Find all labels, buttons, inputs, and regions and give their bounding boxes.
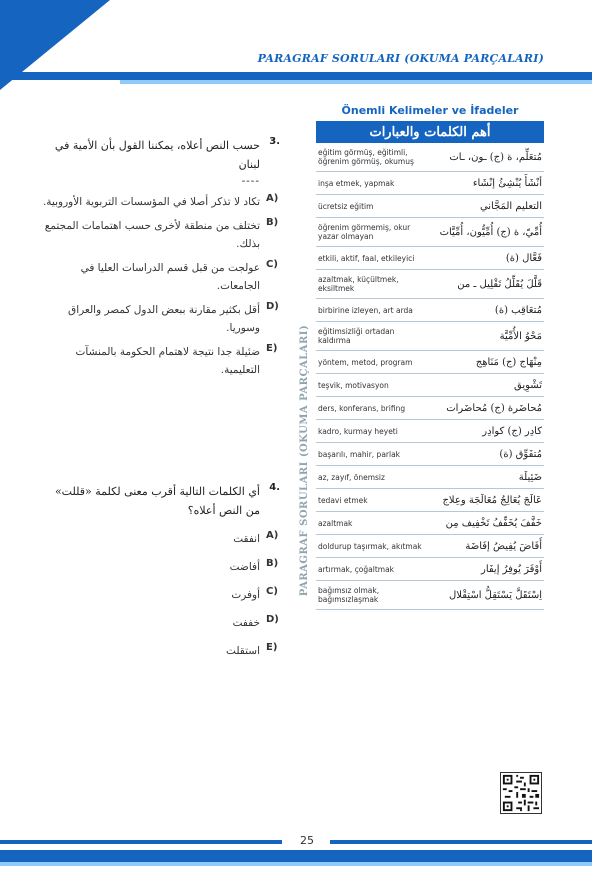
option-letter: B) [266, 217, 279, 228]
header-title: PARAGRAF SORULARI (OKUMA PARÇALARI) [257, 52, 544, 65]
turkish-meaning: az, zayıf, önemsiz [316, 466, 426, 489]
turkish-meaning: etkili, aktif, faal, etkileyici [316, 247, 426, 270]
vocab-row [316, 466, 544, 489]
option-text: خففت [232, 617, 260, 629]
vocab-row [316, 218, 544, 247]
turkish-meaning: yöntem, metod, program [316, 351, 426, 374]
option-c[interactable] [40, 259, 280, 295]
footer-bar [0, 850, 592, 862]
vocab-row [316, 247, 544, 270]
turkish-meaning: eğitim görmüş, eğitimli, öğrenim görmüş, okumuş [316, 143, 426, 172]
arabic-word: التعليم المَجَّاني [426, 195, 544, 218]
arabic-word: مِنْهَاج (ج) مَنَاهِج [426, 351, 544, 374]
turkish-meaning: doldurup taşırmak, akıtmak [316, 535, 426, 558]
arabic-word: كادِر (ج) كوادِر [426, 420, 544, 443]
header-bar [0, 72, 592, 80]
vocab-row [316, 535, 544, 558]
vocab-row [316, 581, 544, 610]
arabic-word: اِسْتَقَلَّ يَسْتَقِلُّ اسْتِقْلال [426, 581, 544, 610]
option-d[interactable] [40, 301, 280, 337]
option-text: انفقت [233, 533, 260, 545]
question-number: 3. [269, 136, 280, 147]
arabic-word: خَفَّفَ يُخَفِّفُ تَخْفِيف مِن [426, 512, 544, 535]
option-text: تختلف من منطقة لأخرى حسب اهتمامات المجتمع بذلك. [44, 220, 260, 250]
header-bar-accent [120, 80, 592, 84]
vocab-row [316, 443, 544, 466]
arabic-word: تَشْوِيق [426, 374, 544, 397]
footer-line-left [0, 840, 282, 844]
arabic-word: مُتعَلِّم، ة (ج) ـون، ـات [426, 143, 544, 172]
arabic-word: أُمِّيّ، ة (ج) أُمِّيُّون، أُمِّيَّات [426, 218, 544, 247]
option-letter: C) [266, 586, 278, 597]
arabic-word: فَعَّال (ة) [426, 247, 544, 270]
question-blank: ---- [241, 176, 260, 187]
vocab-row [316, 558, 544, 581]
qr-code-icon[interactable] [500, 772, 542, 814]
vocab-row [316, 489, 544, 512]
option-a[interactable] [40, 530, 280, 548]
vocabulary-table-header: أهم الكلمات والعبارات [316, 121, 544, 143]
side-label [296, 324, 314, 596]
option-text: ضئيلة جدا نتيجة لاهتمام الحكومة بالمنشآت التعليمية. [75, 346, 260, 376]
option-letter: E) [266, 642, 278, 653]
vocab-row [316, 195, 544, 218]
turkish-meaning: kadro, kurmay heyeti [316, 420, 426, 443]
option-e[interactable] [40, 642, 280, 660]
vocab-row [316, 374, 544, 397]
option-letter: D) [266, 301, 279, 312]
turkish-meaning: azaltmak [316, 512, 426, 535]
vocab-row [316, 143, 544, 172]
vocabulary-heading: Önemli Kelimeler ve İfadeler [341, 104, 519, 117]
arabic-word: أنْشَأَ يُنْشِئُ إنْشَاء [426, 172, 544, 195]
option-text: عولجت من قبل قسم الدراسات العليا في الجامعات. [80, 262, 260, 292]
option-letter: B) [266, 558, 279, 569]
turkish-meaning: bağımsız olmak, bağımsızlaşmak [316, 581, 426, 610]
turkish-meaning: artırmak, çoğaltmak [316, 558, 426, 581]
page-number: 25 [300, 834, 314, 847]
turkish-meaning: ders, konferans, brifing [316, 397, 426, 420]
question-text: حسب النص أعلاه، يمكننا القول بأن الأمية في لبنان [54, 139, 260, 171]
arabic-word: مُتفَوِّق (ة) [426, 443, 544, 466]
vocabulary-table [316, 121, 544, 610]
arabic-word: مُحاضَرة (ج) مُحاضَرات [426, 397, 544, 420]
option-a[interactable] [40, 193, 280, 211]
side-label-text: PARAGRAF SORULARI (OKUMA PARÇALARI) [299, 324, 311, 596]
option-letter: A) [266, 193, 279, 204]
arabic-word: مُتعَاقِب (ة) [426, 299, 544, 322]
vocab-row [316, 270, 544, 299]
turkish-meaning: azaltmak, küçültmek, eksiltmek [316, 270, 426, 299]
option-text: استقلت [226, 645, 260, 657]
arabic-word: أَفَاضَ يُفِيضُ إفَاضَة [426, 535, 544, 558]
option-letter: E) [266, 343, 278, 354]
turkish-meaning: başarılı, mahir, parlak [316, 443, 426, 466]
option-letter: D) [266, 614, 279, 625]
option-text: أقل بكثير مقارنة ببعض الدول كمصر والعراق وسوريا. [68, 304, 260, 334]
vocab-row [316, 420, 544, 443]
vocab-row [316, 397, 544, 420]
turkish-meaning: eğitimsizliği ortadan kaldırma [316, 322, 426, 351]
question-3 [40, 136, 280, 379]
footer-bar-accent [0, 862, 592, 866]
turkish-meaning: tedavi etmek [316, 489, 426, 512]
turkish-meaning: öğrenim görmemiş, okur yazar olmayan [316, 218, 426, 247]
option-c[interactable] [40, 586, 280, 604]
question-text: أي الكلمات التالية أقرب معنى لكلمة «قللت» من النص أعلاه؟ [54, 485, 260, 517]
option-letter: A) [266, 530, 279, 541]
option-text: أفاضت [229, 561, 260, 573]
option-e[interactable] [40, 343, 280, 379]
option-b[interactable] [40, 558, 280, 576]
vocab-row [316, 512, 544, 535]
arabic-word: عَالَجَ يُعَالِجُ مُعَالَجَة وعِلاج [426, 489, 544, 512]
option-b[interactable] [40, 217, 280, 253]
arabic-word: مَحْوُ الأُمِّيَّة [426, 322, 544, 351]
turkish-meaning: inşa etmek, yapmak [316, 172, 426, 195]
option-letter: C) [266, 259, 278, 270]
vocab-row [316, 351, 544, 374]
turkish-meaning: teşvik, motivasyon [316, 374, 426, 397]
turkish-meaning: birbirine izleyen, art arda [316, 299, 426, 322]
vocab-row [316, 172, 544, 195]
arabic-word: قَلَّلَ يُقَلِّلُ تَقْلِيل ـ من [426, 270, 544, 299]
option-text: أوفرت [231, 589, 260, 601]
option-d[interactable] [40, 614, 280, 632]
option-text: تكاد لا تذكر أصلا في المؤسسات التربوية الأوروبية. [42, 196, 260, 208]
footer-line-right [330, 840, 592, 844]
question-number: 4. [269, 482, 280, 493]
arabic-word: أَوْفَرَ يُوفِرُ إيفَار [426, 558, 544, 581]
vocab-row [316, 322, 544, 351]
vocab-row [316, 299, 544, 322]
arabic-word: ضَئِيلَة [426, 466, 544, 489]
question-4 [40, 482, 280, 660]
turkish-meaning: ücretsiz eğitim [316, 195, 426, 218]
